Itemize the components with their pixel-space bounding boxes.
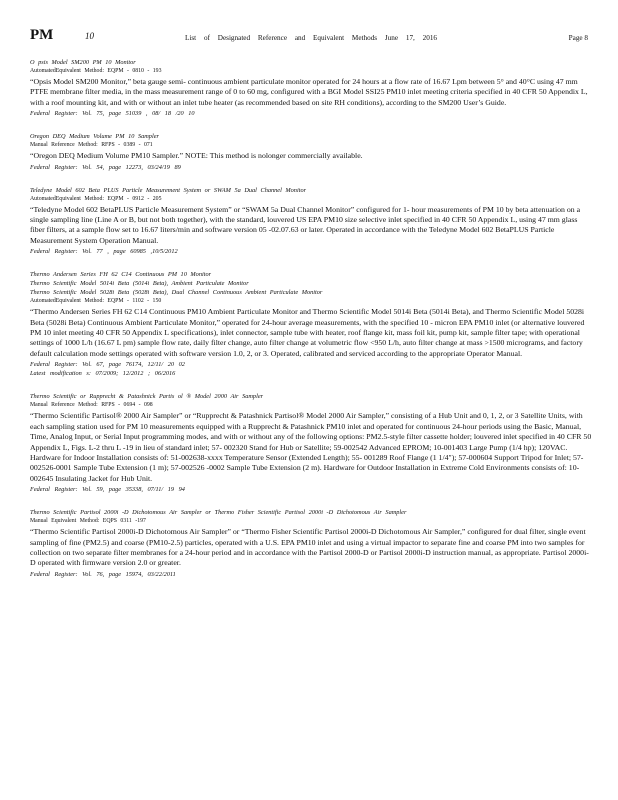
federal-register-citation: Federal Register: Vol. 77 , page 60985 ,10/5/2012 xyxy=(30,248,178,256)
method-entry xyxy=(30,186,592,257)
method-description: “Oregon DEQ Medium Volume PM10 Sampler.” NOTE: This method is nolonger commercially available. xyxy=(30,151,363,161)
method-name: Thermo Scientific Model 5014i Beta (5014i Beta), Ambient Particulate Monitor xyxy=(30,280,249,288)
method-description: “Teledyne Model 602 BetaPLUS Particle Measurement System” or “SWAM 5a Dual Channel Monitor” configured for 1- hour measurements of PM 10 by beta attenuation on a single sampling line (Line A or B, but not both together), with the standard, louvered US EPA PM10 size selective inlet specified in 40 CFR 50 Appendix L, using 47 mm glass fiber filters, at a sample flow set to 16.67 liters/min and software version 05 -02.07.63 or later. Operated in accordance with the Teledyne Model 602 BetaPLUS Particle Measurement System Operation Manual. xyxy=(30,204,581,245)
method-description: “Thermo Scientific Partisol® 2000 Air Sampler” or “Rupprecht & Patashnick Partisol® Model 2000 Air Sampler,” consisting of a Hub Unit and 0, 1, 2, or 3 Satellite Units, with each sampling station used for PM 10 measurements equipped with a Rupprecht & Patashnick PM10 inlet and operated for continuous 24-hour periods using the Basic, Manual, Time, Analog Input, or Serial Input programming modes, and with or without any of the following options: PM2.5-style filter cassette holder; louvered inlet specified in 40 CFR 50 Appendix L, Figs. L-2 thru L -19 in lieu of standard inlet; 57- 002320 Stand for Hub or Satellite; 59-002542 Advanced EPROM; 10-001403 Large Pump (1/4 hp); 120VAC. Hardware for Indoor Installation consists of: 51-002638-xxxx Temperature Sensor (Extended Length); 55- 001289 Roof Flange (1 1/4"); 57-000604 Support Tripod for Inlet; 57-002526-0001 Sample Tube Extension (1 m); 57-002526 -0002 Sample Tube Extension (2 m). Hardware for Outdoor Installation in Extreme Cold Environments consists of: 10-002645 Insulating Jacket for Hub Unit. xyxy=(30,411,592,483)
method-name: Thermo Andersen Series FH 62 C14 Continuous PM 10 Monitor xyxy=(30,271,212,279)
method-description: “Thermo Scientific Partisol 2000i-D Dichotomous Air Sampler” or “Thermo Fisher Scientific Partisol 2000i-D Dichotomous Air Sampler,” configured for dual filter, single event sampling of fine (PM2.5) and coarse (PM10-2.5) particles, operated with a U.S. EPA PM10 inlet and using a virtual impactor to separate fine and coarse PM into two samples for collection on two separate filter membranes for a 24-hour period and in accordance with the Partisol 2000-D or Partisol 2000i-D instruction manual, as appropriate. Partisol 2000i-D operated with firmware version 2.0 or greater. xyxy=(30,527,589,568)
method-list xyxy=(30,58,592,593)
method-designation: AutomatedEquivalent Method: EQPM - 1102 - 150 xyxy=(30,298,162,305)
method-entry xyxy=(30,508,592,579)
method-designation: AutomatedEquivalent Method: EQPM - 0912 - 205 xyxy=(30,195,162,202)
method-entry xyxy=(30,270,592,378)
method-name: Thermo Scientific Partisol 2000i -D Dichotomous Air Sampler or Thermo Fisher Scientific Partisol 2000i -D Dichotomous Air Sampler xyxy=(30,509,407,517)
method-entry xyxy=(30,392,592,494)
federal-register-citation: Federal Register: Vol. 59, page 35338, 07/11/ 19 94 xyxy=(30,486,185,494)
federal-register-citation: Federal Register: Vol. 54, page 12273, 03/24/19 89 xyxy=(30,163,181,171)
method-designation: Manual Reference Method: RFPS - 0389 - 071 xyxy=(30,142,153,149)
method-name: Thermo Scientific or Rupprecht & Patashnick Partis ol ® Model 2000 Air Sampler xyxy=(30,393,264,401)
federal-register-citation: Federal Register: Vol. 76, page 15974, 03/22/2011 xyxy=(30,570,176,578)
header-title: List of Designated Reference and Equivalent Methods June 17, 2016 xyxy=(185,34,438,42)
header-subscript: 10 xyxy=(85,31,94,41)
method-description: “Opsis Model SM200 Monitor,” beta gauge semi- continuous ambient particulate monitor operated for 24 hours at a flow rate of 16.67 Lpm between 5° and 40°C using 47 mm PTFE membrane filter media, in the mass measurement range of 0 to 60 mg, configured with a BGI Model SSI25 PM10 inlet meeting criteria specified in 40 CFR 50 Appendix L, with a roof mounting kit, and with or without an inlet tube heater (as recommended based on site RH conditions), according to the SM200 User’s Guide. xyxy=(30,77,588,107)
method-name: Teledyne Model 602 Beta PLUS Particle Measurement System or SWAM 5a Dual Channel Monitor xyxy=(30,186,307,194)
method-name: Oregon DEQ Medium Volume PM 10 Sampler xyxy=(30,133,159,141)
federal-register-citation: Latest modification s: 07/2009; 12/2012 ; 06/2016 xyxy=(30,370,176,378)
federal-register-citation: Federal Register: Vol. 67, page 76174, 12/11/ 20 02 xyxy=(30,361,185,369)
method-designation: AutomatedEquivalent Method: EQPM - 0810 - 193 xyxy=(30,68,162,74)
federal-register-citation: Federal Register: Vol. 75, page 51039 , 08/ 18 /20 10 xyxy=(30,110,195,118)
method-entry xyxy=(30,132,592,171)
page-header xyxy=(30,27,588,46)
method-designation: Manual Reference Method: RFPS - 0694 - 098 xyxy=(30,402,153,409)
method-entry xyxy=(30,58,592,118)
method-name: Thermo Scientific Model 5028i Beta (5028i Beta), Dual Channel Continuous Ambient Particulate Monitor xyxy=(30,289,323,297)
method-designation: Manual Equivalent Method: EQPS 0311 -197 xyxy=(30,518,146,525)
page-number: Page 8 xyxy=(568,34,588,42)
method-description: “Thermo Andersen Series FH 62 C14 Continuous PM10 Ambient Particulate Monitor and Thermo Scientific Model 5014i Beta (5014i Beta), and Thermo Scientific Model 5028i Beta (5028i Beta) Continuous Ambient Particulate Monitor,” operated for 24-hour average measurements, with the specified 10 - micron EPA PM10 inlet (or alternative louvered PM 10 inlet meeting 40 CFR 50 Appendix L specifications), inlet connector, sample tube with heater, roof flange kit, mass foil kit, pump kit, sample filter tape; with operational settings of 1000 L/h (16.67 L pm) sample flow rate, daily filter change, auto filter change at volumetric flow <950 L/h, auto filter change at mass >1500 micrograms, and factory default calculation mode settings operated with software version 1.0, 2, or 3. Operated, calibrated and serviced according to the appropriate Operator Manual. xyxy=(30,307,585,358)
method-name: O psis Model SM200 PM 10 Monitor xyxy=(30,59,136,66)
header-pm: PM xyxy=(30,27,54,43)
